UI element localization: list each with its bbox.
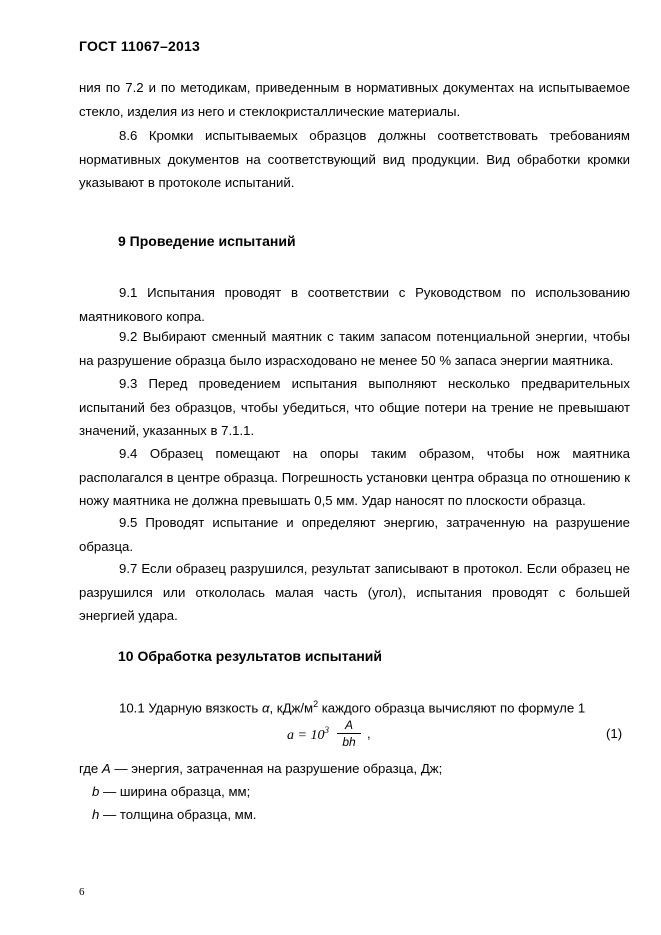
definition-text: — толщина образца, мм. xyxy=(99,807,257,822)
p10-1-symbol: α xyxy=(261,700,270,716)
definition-h xyxy=(92,805,256,825)
page-number: 6 xyxy=(79,886,85,898)
formula-lhs xyxy=(287,725,329,744)
p10-1-unit: , кДж/м xyxy=(269,700,314,716)
definition-symbol: b xyxy=(92,784,100,799)
definition-symbol: A xyxy=(101,761,111,776)
paragraph-9-3: 9.3 Перед проведением испытания выполняют несколько предварительных испытаний без образцов, чтобы убедиться, что общие потери на трение не превышают значений, указанных в 7.1.1. xyxy=(79,376,630,439)
p10-1-unit-exponent: 2 xyxy=(313,699,319,709)
definition-text: — ширина образца, мм; xyxy=(99,784,251,799)
paragraph-8-6: 8.6 Кромки испытываемых образцов должны соответствовать требованиям нормативных документов на соответствующий вид продукции. Вид обработки кромки указывают в протоколе испытаний. xyxy=(79,128,630,191)
paragraph-10-1 xyxy=(79,693,630,720)
definition-text: — энергия, затраченная на разрушение образца, Дж; xyxy=(110,761,443,776)
formula-fraction xyxy=(337,718,361,749)
formula-number: (1) xyxy=(606,726,623,741)
paragraph-9-7: 9.7 Если образец разрушился, результат записывают в протокол. Если образец не разрушился или откололась малая часть (угол), испытания проводят с большей энергией удара. xyxy=(79,561,630,624)
section-10-title: 10 Обработка результатов испытаний xyxy=(118,648,383,664)
fraction-bar xyxy=(337,733,361,734)
paragraph-continuation xyxy=(79,76,630,123)
p10-1-prefix: 10.1 Ударную вязкость xyxy=(119,700,262,716)
paragraph-9-4: 9.4 Образец помещают на опоры таким образом, чтобы нож маятника располагался в центре образца. Погрешность установки центра образца по отношению к ножу маятника не должна превышать 0,5 мм. Удар наносят по плоскости образца. xyxy=(79,446,630,509)
formula-comma: , xyxy=(367,726,371,741)
paragraph-9-2: 9.2 Выбирают сменный маятник с таким запасом потенциальной энергии, чтобы на разрушение образца было израсходовано не менее 50 % запаса энергии маятника. xyxy=(79,329,630,368)
p10-1-suffix: каждого образца вычисляют по формуле 1 xyxy=(318,700,586,716)
standard-header: ГОСТ 11067–2013 xyxy=(79,38,200,54)
paragraph-9-5: 9.5 Проводят испытание и определяют энергию, затраченную на разрушение образца. xyxy=(79,515,630,554)
continuation-line-1: ния по 7.2 и по методикам, приведенным в нормативных документах на испытываемое xyxy=(79,80,630,95)
formula-numerator: A xyxy=(344,718,353,732)
formula-denominator: bh xyxy=(342,735,356,749)
paragraph-9-1: 9.1 Испытания проводят в соответствии с Руководством по использованию маятникового копра. xyxy=(79,285,630,324)
definition-prefix: где xyxy=(79,761,102,776)
definition-A xyxy=(79,759,442,779)
section-9-title: 9 Проведение испытаний xyxy=(118,233,296,249)
formula-lhs-text: a = 10 xyxy=(287,728,325,743)
definition-symbol: h xyxy=(92,807,100,822)
formula-exponent: 3 xyxy=(324,725,329,735)
definition-b xyxy=(92,782,250,802)
continuation-line-2: стекло, изделия из него и стеклокристаллические материалы. xyxy=(79,103,461,119)
